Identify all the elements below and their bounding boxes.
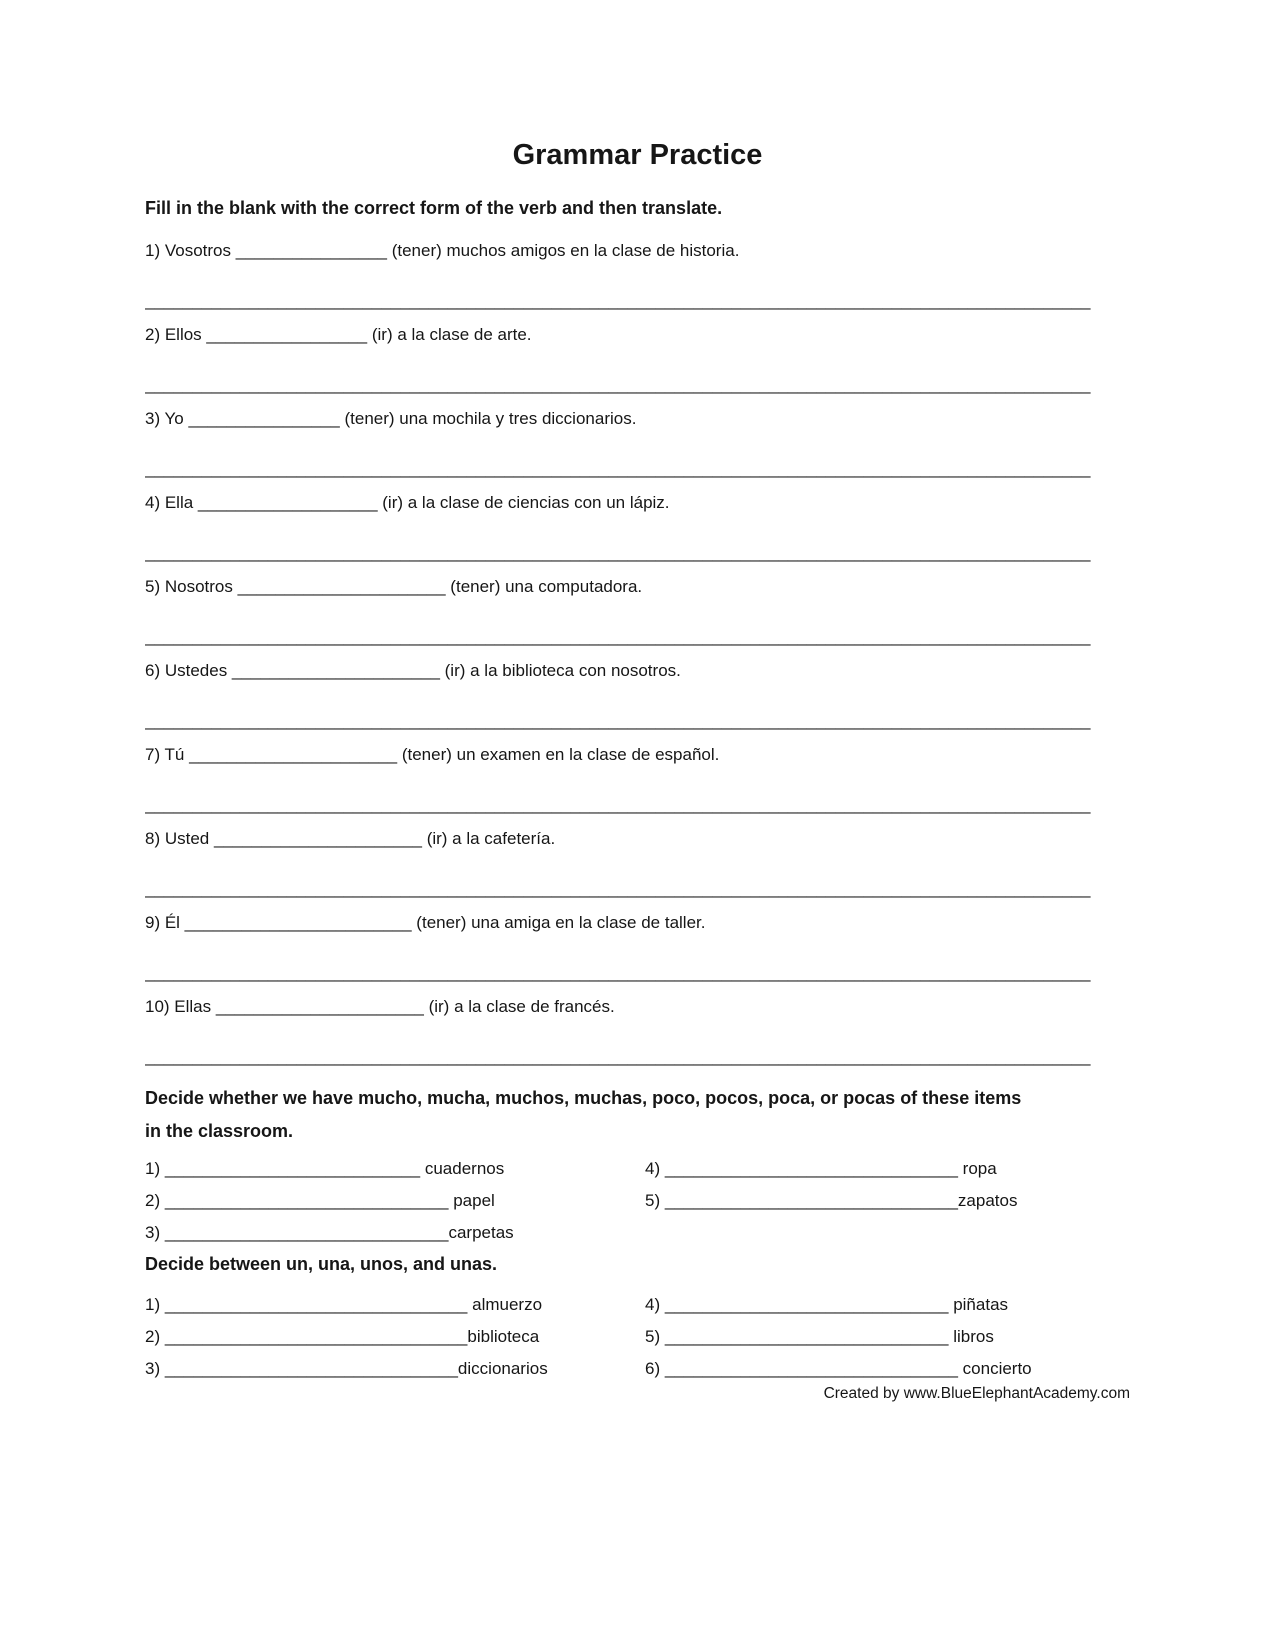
quantity-instruction-line-2: in the classroom. xyxy=(145,1121,294,1141)
quantity-item-3: 3) ______________________________carpetas xyxy=(145,1223,514,1242)
translation-line-7: ____________________________________________________________________________________________________ xyxy=(145,795,1091,814)
quantity-item-5: 5) _______________________________zapatos xyxy=(645,1191,1018,1210)
article-item-1: 1) ________________________________ almuerzo xyxy=(145,1295,543,1314)
quantity-section-instruction xyxy=(145,1082,1130,1148)
question-prompt-4: 4) Ella ___________________ (ir) a la clase de ciencias con un lápiz. xyxy=(145,493,670,512)
translation-line-9: ____________________________________________________________________________________________________ xyxy=(145,963,1091,982)
quantity-item-2: 2) ______________________________ papel xyxy=(145,1191,495,1210)
article-item-4: 4) ______________________________ piñatas xyxy=(645,1295,1009,1314)
question-prompt-3: 3) Yo ________________ (tener) una mochila y tres diccionarios. xyxy=(145,409,637,428)
page-title: Grammar Practice xyxy=(512,139,763,171)
question-prompt-10: 10) Ellas ______________________ (ir) a la clase de francés. xyxy=(145,997,615,1016)
article-item-5: 5) ______________________________ libros xyxy=(645,1327,994,1346)
question-prompt-9: 9) Él ________________________ (tener) una amiga en la clase de taller. xyxy=(145,913,706,932)
question-prompt-8: 8) Usted ______________________ (ir) a la cafetería. xyxy=(145,829,556,848)
question-prompt-2: 2) Ellos _________________ (ir) a la clase de arte. xyxy=(145,325,532,344)
article-item-3: 3) _______________________________diccionarios xyxy=(145,1359,548,1378)
question-prompt-6: 6) Ustedes ______________________ (ir) a la biblioteca con nosotros. xyxy=(145,661,681,680)
translation-line-3: ____________________________________________________________________________________________________ xyxy=(145,459,1091,478)
translation-line-5: ____________________________________________________________________________________________________ xyxy=(145,627,1091,646)
translation-line-6: ____________________________________________________________________________________________________ xyxy=(145,711,1091,730)
article-items-grid xyxy=(145,1294,1130,1380)
verb-section-instruction: Fill in the blank with the correct form of the verb and then translate. xyxy=(145,198,723,218)
quantity-items-grid xyxy=(145,1158,1130,1244)
article-section-instruction: Decide between un, una, unos, and unas. xyxy=(145,1254,498,1274)
translation-line-1: ____________________________________________________________________________________________________ xyxy=(145,291,1091,310)
article-item-2: 2) ________________________________biblioteca xyxy=(145,1327,540,1346)
credit-line: Created by www.BlueElephantAcademy.com xyxy=(823,1385,1130,1402)
quantity-item-4: 4) _______________________________ ropa xyxy=(645,1159,997,1178)
quantity-instruction-line-1: Decide whether we have mucho, mucha, muchos, muchas, poco, pocos, poca, or pocas of these items xyxy=(145,1088,1022,1108)
translation-line-2: ____________________________________________________________________________________________________ xyxy=(145,375,1091,394)
translation-line-8: ____________________________________________________________________________________________________ xyxy=(145,879,1091,898)
quantity-item-1: 1) ___________________________ cuadernos xyxy=(145,1159,505,1178)
translation-line-10: ____________________________________________________________________________________________________ xyxy=(145,1047,1091,1066)
question-prompt-7: 7) Tú ______________________ (tener) un examen en la clase de español. xyxy=(145,745,720,764)
question-prompt-1: 1) Vosotros ________________ (tener) muchos amigos en la clase de historia. xyxy=(145,241,740,260)
translation-line-4: ____________________________________________________________________________________________________ xyxy=(145,543,1091,562)
article-item-6: 6) _______________________________ concierto xyxy=(645,1359,1032,1378)
question-prompt-5: 5) Nosotros ______________________ (tener) una computadora. xyxy=(145,577,643,596)
